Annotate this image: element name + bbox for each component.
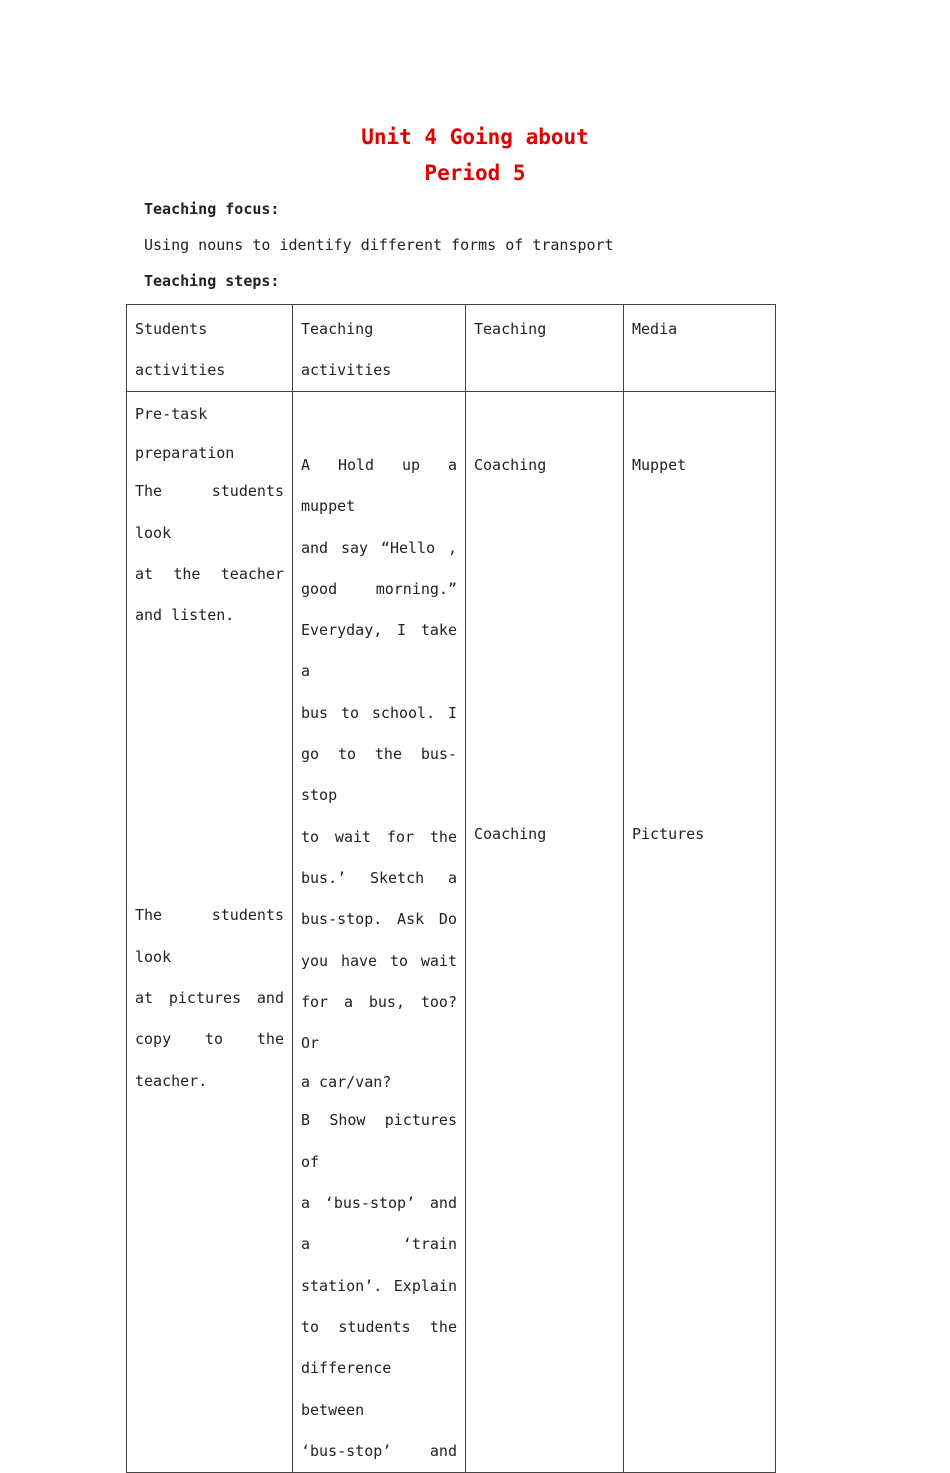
header-students-activities: Students activities <box>127 305 293 392</box>
header-teaching: Teaching <box>466 305 624 392</box>
header-teaching-activities: Teaching activities <box>293 305 466 392</box>
teaching-focus-text: Using nouns to identify different forms of transport <box>144 236 614 254</box>
teaching-steps-label: Teaching steps: <box>144 272 280 290</box>
teaching-activities-cell: A Hold up a muppet and say “Hello , good morning.” Everyday, I take a bus to school. I go to the bus-stop to wait for the bus.’ Sketch a bus-stop. Ask Do you have to wait for a bus, too? Or a car/van? B Show pictures of a ‘bus-stop’ and a ‘train station’. Explain to students the difference between ‘bus-stop’ and <box>293 392 466 1473</box>
lesson-plan-table <box>126 304 776 1473</box>
document-title: Unit 4 Going about <box>361 125 589 149</box>
table-row <box>127 392 776 1473</box>
document-subtitle: Period 5 <box>424 161 526 185</box>
students-activities-cell: Pre-task preparation The students look at the teacher and listen. The students look at pictures and copy to the teacher. <box>127 392 293 1473</box>
media-cell: Muppet Pictures <box>624 392 776 1473</box>
header-media: Media <box>624 305 776 392</box>
teaching-focus-label: Teaching focus: <box>144 200 280 218</box>
teaching-method-cell: Coaching Coaching <box>466 392 624 1473</box>
table-header-row <box>127 305 776 392</box>
